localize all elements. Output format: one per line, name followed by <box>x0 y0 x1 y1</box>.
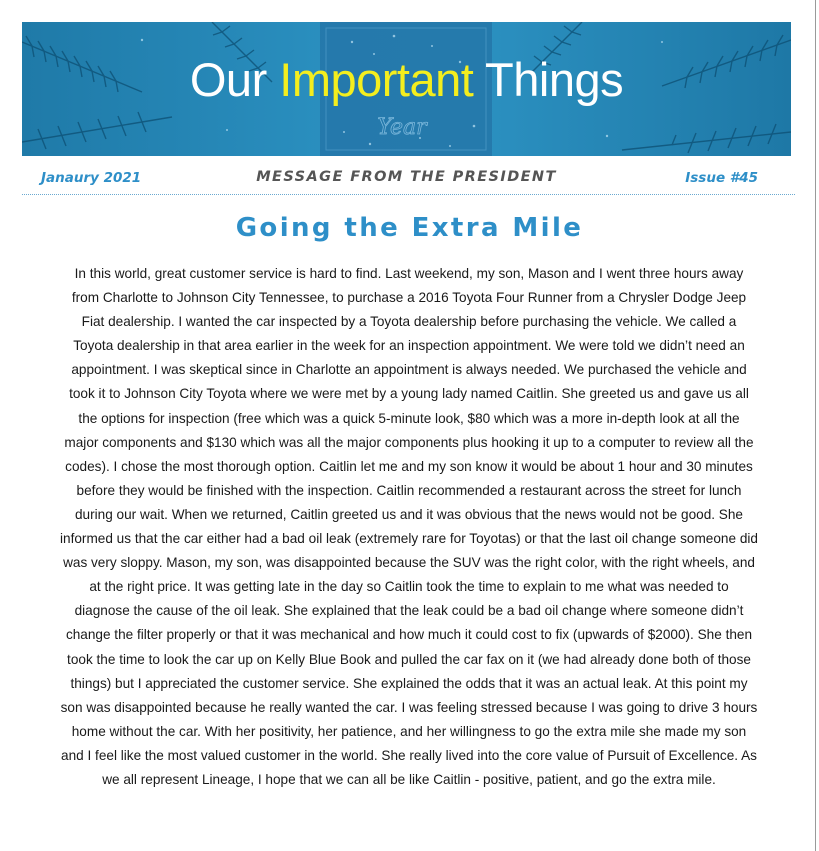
article-headline: Going the Extra Mile <box>235 213 584 243</box>
title-part-2: Things <box>473 53 624 106</box>
section-title: MESSAGE FROM THE PRESIDENT <box>256 169 557 185</box>
page-edge-rule <box>815 0 816 851</box>
header-banner <box>22 22 791 156</box>
issue-date: Janaury 2021 <box>41 170 142 186</box>
newsletter-title <box>22 52 791 107</box>
banner-script-year: Year <box>377 115 427 140</box>
issue-meta-row <box>22 168 791 190</box>
article-body: In this world, great customer service is hard to find. Last weekend, my son, Mason and I went three hours away from Charlotte to Johnson City Tennessee, to purchase a 2016 Toyota Four Runner from a Chrysler Dodge Jeep Fiat dealership. I wanted the car inspected by a Toyota dealership before purchasing the vehicle. We called a Toyota dealership in that area earlier in the week for an inspection appointment. We were told we didn’t need an appointment. I was skeptical since in Charlotte an appointment is always needed. We purchased the vehicle and took it to Johnson City Toyota where we were met by a young lady named Caitlin. She greeted us and gave us all the options for inspection (free which was a quick 5-minute look, $80 which was a more in-depth look at all the major components and $130 which was all the major components plus hooking it up to a computer to review all the codes). I chose the most thorough option. Caitlin let me and my son know it would be about 1 hour and 30 minutes before they would be finished with the inspection. Caitlin recommended a restaurant across the street for lunch during our wait. When we returned, Caitlin greeted us and it was obvious that the news would not be good. She informed us that the car either had a bad oil leak (extremely rare for Toyotas) or that the last oil change someone did was very sloppy. Mason, my son, was disappointed because the SUV was the right color, with the right wheels, and at the right price. It was getting late in the day so Caitlin took the time to explain to me what was needed to diagnose the cause of the oil leak. She explained that the leak could be a bad oil change where someone didn’t change the filter properly or that it was mechanical and how much it could cost to fix (upwards of $2000). She then took the time to look the car up on Kelly Blue Book and pulled the car fax on it (we had already done both of those things) but I appreciated the customer service. She explained the odds that it was an actual leak. At this point my son was disappointed because he really wanted the car. I was feeling stressed because I was going to drive 3 hours home without the car. With her positivity, her patience, and her willingness to go the extra mile she made my son and I feel like the most valued customer in the world. She really lived into the core value of Pursuit of Excellence. As we all represent Lineage, I hope that we can all be like Caitlin - positive, patient, and go the extra mile. <box>60 266 758 787</box>
title-highlight: Important <box>279 53 474 106</box>
title-part-1: Our <box>189 53 280 106</box>
issue-number: Issue #45 <box>685 170 758 186</box>
dotted-divider <box>22 194 795 195</box>
